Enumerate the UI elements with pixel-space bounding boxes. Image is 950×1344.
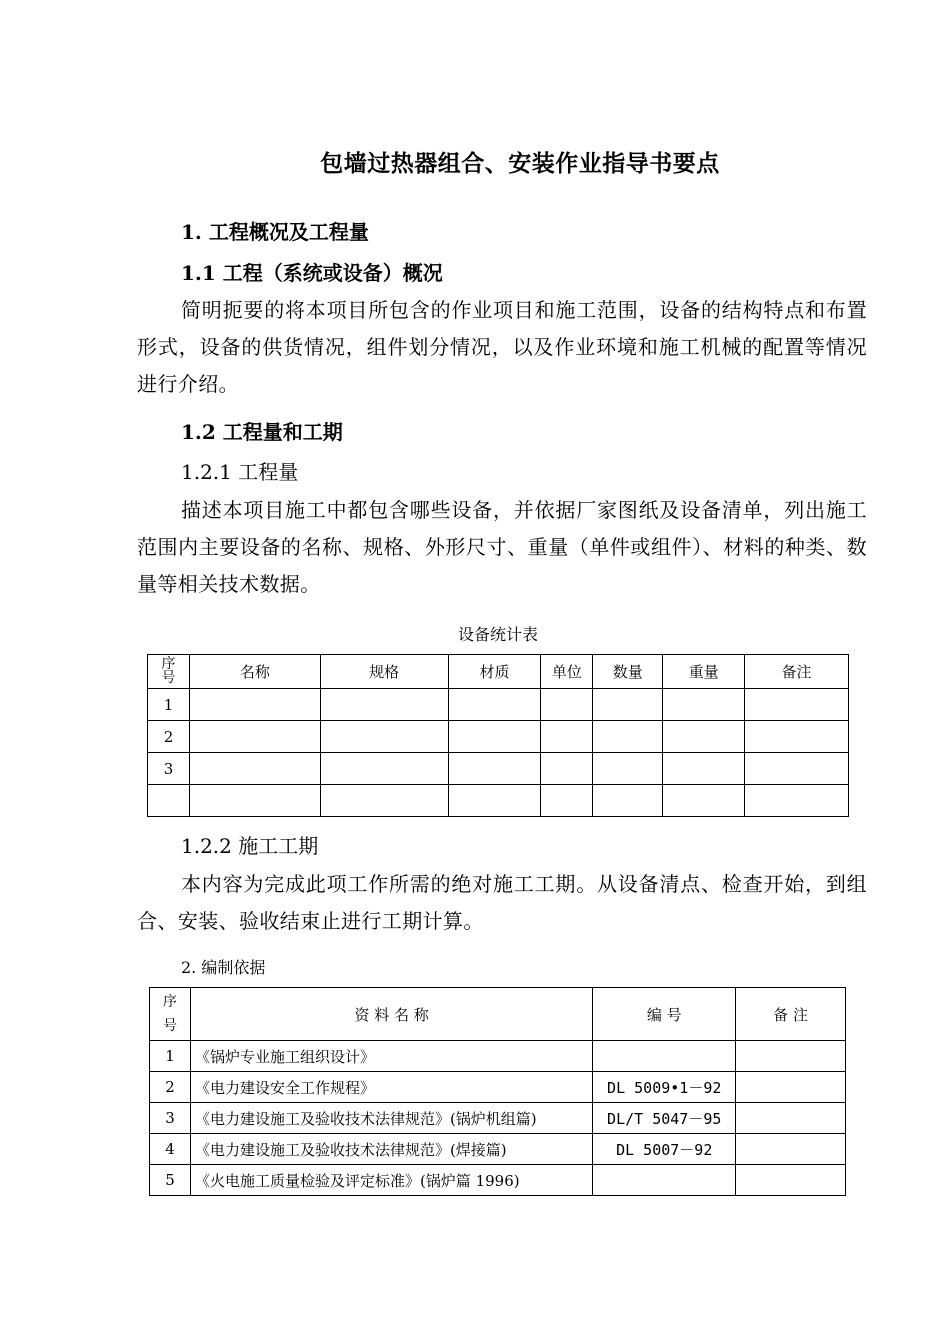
row-code: DL 5007－92 — [593, 1134, 736, 1165]
header-code: 编 号 — [593, 988, 736, 1041]
header-material: 材质 — [448, 655, 541, 689]
row-remark — [736, 1134, 846, 1165]
equipment-table-caption: 设备统计表 — [457, 625, 538, 644]
reference-table — [149, 987, 846, 1196]
table-row — [150, 1072, 846, 1103]
document-title: 包墙过热器组合、安装作业指导书要点 — [320, 150, 720, 177]
row-seq — [148, 785, 190, 817]
row-remark — [736, 1072, 846, 1103]
section-1-2-1-heading: 1.2.1 工程量 — [181, 460, 299, 484]
section-1-2-1-paragraph: 描述本项目施工中都包含哪些设备，并依据厂家图纸及设备清单，列出施工范围内主要设备的名称、规格、外形尺寸、重量（单件或组件）、材料的种类、数量等相关技术数据。 — [137, 498, 867, 596]
header-name: 名称 — [189, 655, 320, 689]
row-doc-name: 《电力建设安全工作规程》 — [190, 1072, 592, 1103]
section-1-2-2-heading: 1.2.2 施工工期 — [181, 834, 319, 858]
row-doc-name: 《电力建设施工及验收技术法律规范》(锅炉机组篇) — [190, 1103, 592, 1134]
header-doc-name: 资 料 名 称 — [190, 988, 592, 1041]
row-remark — [736, 1103, 846, 1134]
section-1-1-paragraph: 简明扼要的将本项目所包含的作业项目和施工范围，设备的结构特点和布置形式，设备的供货情况，组件划分情况，以及作业环境和施工机械的配置等情况进行介绍。 — [137, 298, 867, 396]
header-remark: 备注 — [745, 655, 849, 689]
table-row — [150, 1041, 846, 1072]
equipment-table — [147, 654, 849, 817]
row-doc-name: 《火电施工质量检验及评定标准》(锅炉篇 1996) — [190, 1165, 592, 1196]
row-remark — [736, 1041, 846, 1072]
table-row — [148, 689, 849, 721]
header-qty: 数量 — [593, 655, 663, 689]
header-seq: 序 号 — [150, 988, 191, 1041]
row-remark — [736, 1165, 846, 1196]
row-code — [593, 1165, 736, 1196]
table-row — [148, 753, 849, 785]
section-1-heading: 1. 工程概况及工程量 — [181, 220, 369, 244]
row-seq: 3 — [150, 1103, 191, 1134]
header-spec: 规格 — [320, 655, 448, 689]
section-1-1-heading: 1.1 工程（系统或设备）概况 — [181, 261, 443, 285]
section-1-2-heading: 1.2 工程量和工期 — [181, 420, 343, 444]
header-seq: 序 号 — [148, 655, 190, 689]
table-row — [148, 785, 849, 817]
header-weight: 重量 — [663, 655, 745, 689]
row-doc-name: 《锅炉专业施工组织设计》 — [190, 1041, 592, 1072]
table-row — [148, 721, 849, 753]
table-row — [150, 1103, 846, 1134]
section-1-2-2-paragraph: 本内容为完成此项工作所需的绝对施工工期。从设备清点、检查开始，到组合、安装、验收结束止进行工期计算。 — [137, 872, 867, 933]
row-code: DL/T 5047－95 — [593, 1103, 736, 1134]
section-2-heading: 2. 编制依据 — [181, 958, 266, 977]
row-seq: 4 — [150, 1134, 191, 1165]
table-row — [150, 1134, 846, 1165]
row-seq: 2 — [150, 1072, 191, 1103]
header-unit: 单位 — [541, 655, 593, 689]
row-doc-name: 《电力建设施工及验收技术法律规范》(焊接篇) — [190, 1134, 592, 1165]
table-row — [150, 1165, 846, 1196]
header-remark: 备 注 — [736, 988, 846, 1041]
row-seq: 5 — [150, 1165, 191, 1196]
row-seq: 1 — [150, 1041, 191, 1072]
row-code: DL 5009•1－92 — [593, 1072, 736, 1103]
row-seq: 3 — [148, 753, 190, 785]
table-header-row — [150, 988, 846, 1041]
row-code — [593, 1041, 736, 1072]
row-seq: 2 — [148, 721, 190, 753]
row-seq: 1 — [148, 689, 190, 721]
table-header-row — [148, 655, 849, 689]
